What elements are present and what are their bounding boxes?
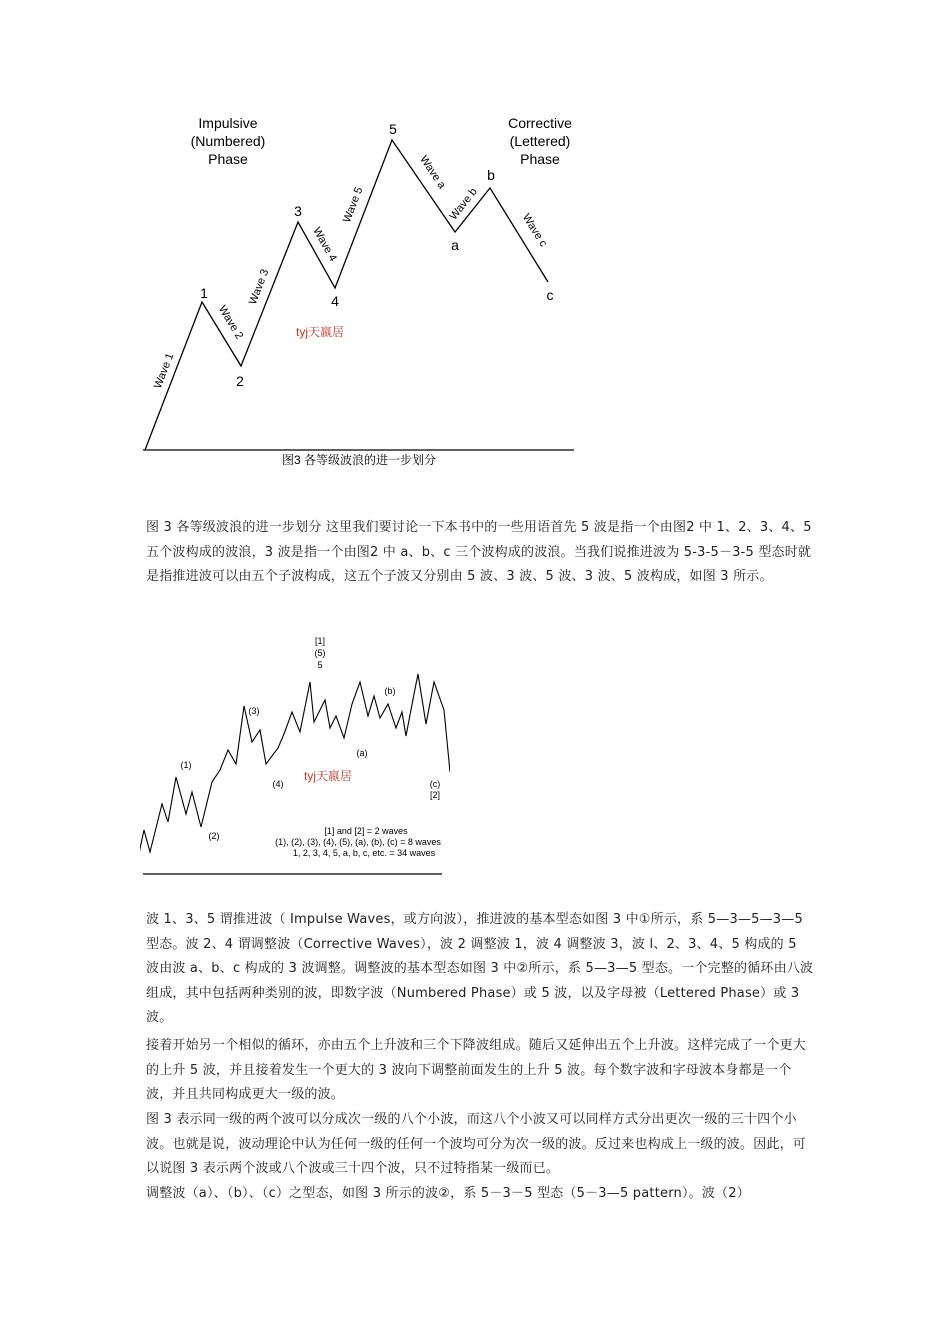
wave-diagram (140, 110, 580, 470)
impulsive-title-3: Phase (208, 151, 248, 167)
subwave-diagram (140, 632, 450, 880)
point-label-5: 5 (389, 121, 397, 137)
top-label-1: [1] (314, 636, 326, 646)
point-label-b: b (487, 167, 495, 183)
wave-label-b: Wave b (447, 185, 480, 223)
point-label-1: 1 (200, 285, 208, 301)
corrective-title-2: (Lettered) (509, 133, 571, 149)
corrective-title-3: Phase (520, 151, 560, 167)
point-label-c: c (546, 287, 554, 303)
label-p3: (3) (248, 706, 260, 716)
wave-label-1: Wave 1 (151, 351, 177, 391)
top-label-2: (5) (314, 648, 326, 658)
bottom-label-2: [2] (429, 790, 441, 800)
figure-elliott-basic (140, 110, 580, 470)
wave-label-2: Wave 2 (215, 303, 246, 342)
impulsive-title-2: (Numbered) (190, 133, 266, 149)
paragraph-1: 图 3 各等级波浪的进一步划分 这里我们要讨论一下本书中的一些用语首先 5 波是指一个由图2 中 1、2、3、4、5 五个波构成的波浪，3 波是指一个由图2 中 a、b、c 三个波构成的波浪。当我们说推进波为 5-3-5－3-5 型态时就是指推进波可以由五个子波构成，这五个子波又分别由 5 波、3 波、5 波、3 波、5 波构成，如图 3 所示。 (146, 520, 812, 585)
impulsive-title-1: Impulsive (198, 115, 258, 131)
paragraph-4: 图 3 表示同一级的两个波可以分成次一级的八个小波，而这八个小波又可以同样方式分出更次一级的三十四个小波。也就是说，波动理论中认为任何一级的任何一个波均可分为次一级的波。反过来也构成上一级的波。因此，可以说图 3 表示两个波或八个波或三十四个波，只不过特指某一级而已。 (146, 1112, 807, 1177)
figure-elliott-subdivision (140, 632, 450, 880)
label-p4: (4) (272, 779, 284, 789)
corrective-title-1: Corrective (508, 115, 572, 131)
paragraph-3: 接着开始另一个相似的循环，亦由五个上升波和三个下降波组成。随后又延伸出五个上升波。这样完成了一个更大的上升 5 波，并且接着发生一个更大的 3 波向下调整前面发生的上升 5 波。每个数字波和字母波本身都是一个波，并且共同构成更大一级的波。 (146, 1038, 807, 1103)
watermark: tyj天嬴居 (295, 325, 345, 339)
label-p2: (2) (208, 831, 220, 841)
label-pb: (b) (384, 686, 396, 696)
wave-label-a: Wave a (417, 153, 448, 191)
top-label-3: 5 (317, 660, 323, 670)
bottom-label-1: (c) (429, 779, 441, 789)
label-pa: (a) (356, 748, 368, 758)
watermark: tyj天嬴居 (303, 769, 353, 783)
point-label-2: 2 (236, 373, 244, 389)
paragraph-2: 波 1、3、5 谓推进波（ Impulse Waves，或方向波），推进波的基本型态如图 3 中①所示，系 5—3—5—3—5 型态。波 2、4 谓调整波（Corrective Waves），波 2 调整波 1，波 4 调整波 3，波 l、2、3、4、5 构成的 5 波由波 a、b、c 构成的 3 波调整。调整波的基本型态如图 3 中②所示，系 5—3—5 型态。一个完整的循环由八波组成，其中包括两种类别的波，即数字波（Numbered Phase）或 5 波，以及字母被（Lettered Phase）或 3 波。 (146, 912, 814, 1026)
wave-label-c: Wave c (519, 211, 550, 249)
wave-label-4: Wave 4 (310, 225, 339, 264)
legend-line-2: (1), (2), (3), (4), (5), (a), (b), (c) = 8 waves (275, 837, 441, 847)
wave-label-5: Wave 5 (340, 185, 366, 225)
point-label-3: 3 (294, 203, 302, 219)
paragraph-5: 调整波（a）、（b）、（c）之型态，如图 3 所示的波②，系 5－3－5 型态（5－3—5 pattern）。波（2） (146, 1186, 750, 1201)
point-label-4: 4 (331, 293, 339, 309)
legend-line-3: 1, 2, 3, 4, 5, a, b, c, etc. = 34 waves (292, 848, 436, 858)
point-label-a: a (451, 237, 459, 253)
legend-line-1: [1] and [2] = 2 waves (324, 826, 408, 836)
wave-label-3: Wave 3 (246, 267, 272, 307)
figure-caption: 图3 各等级波浪的进一步划分 (281, 453, 437, 467)
label-p1: (1) (180, 760, 192, 770)
